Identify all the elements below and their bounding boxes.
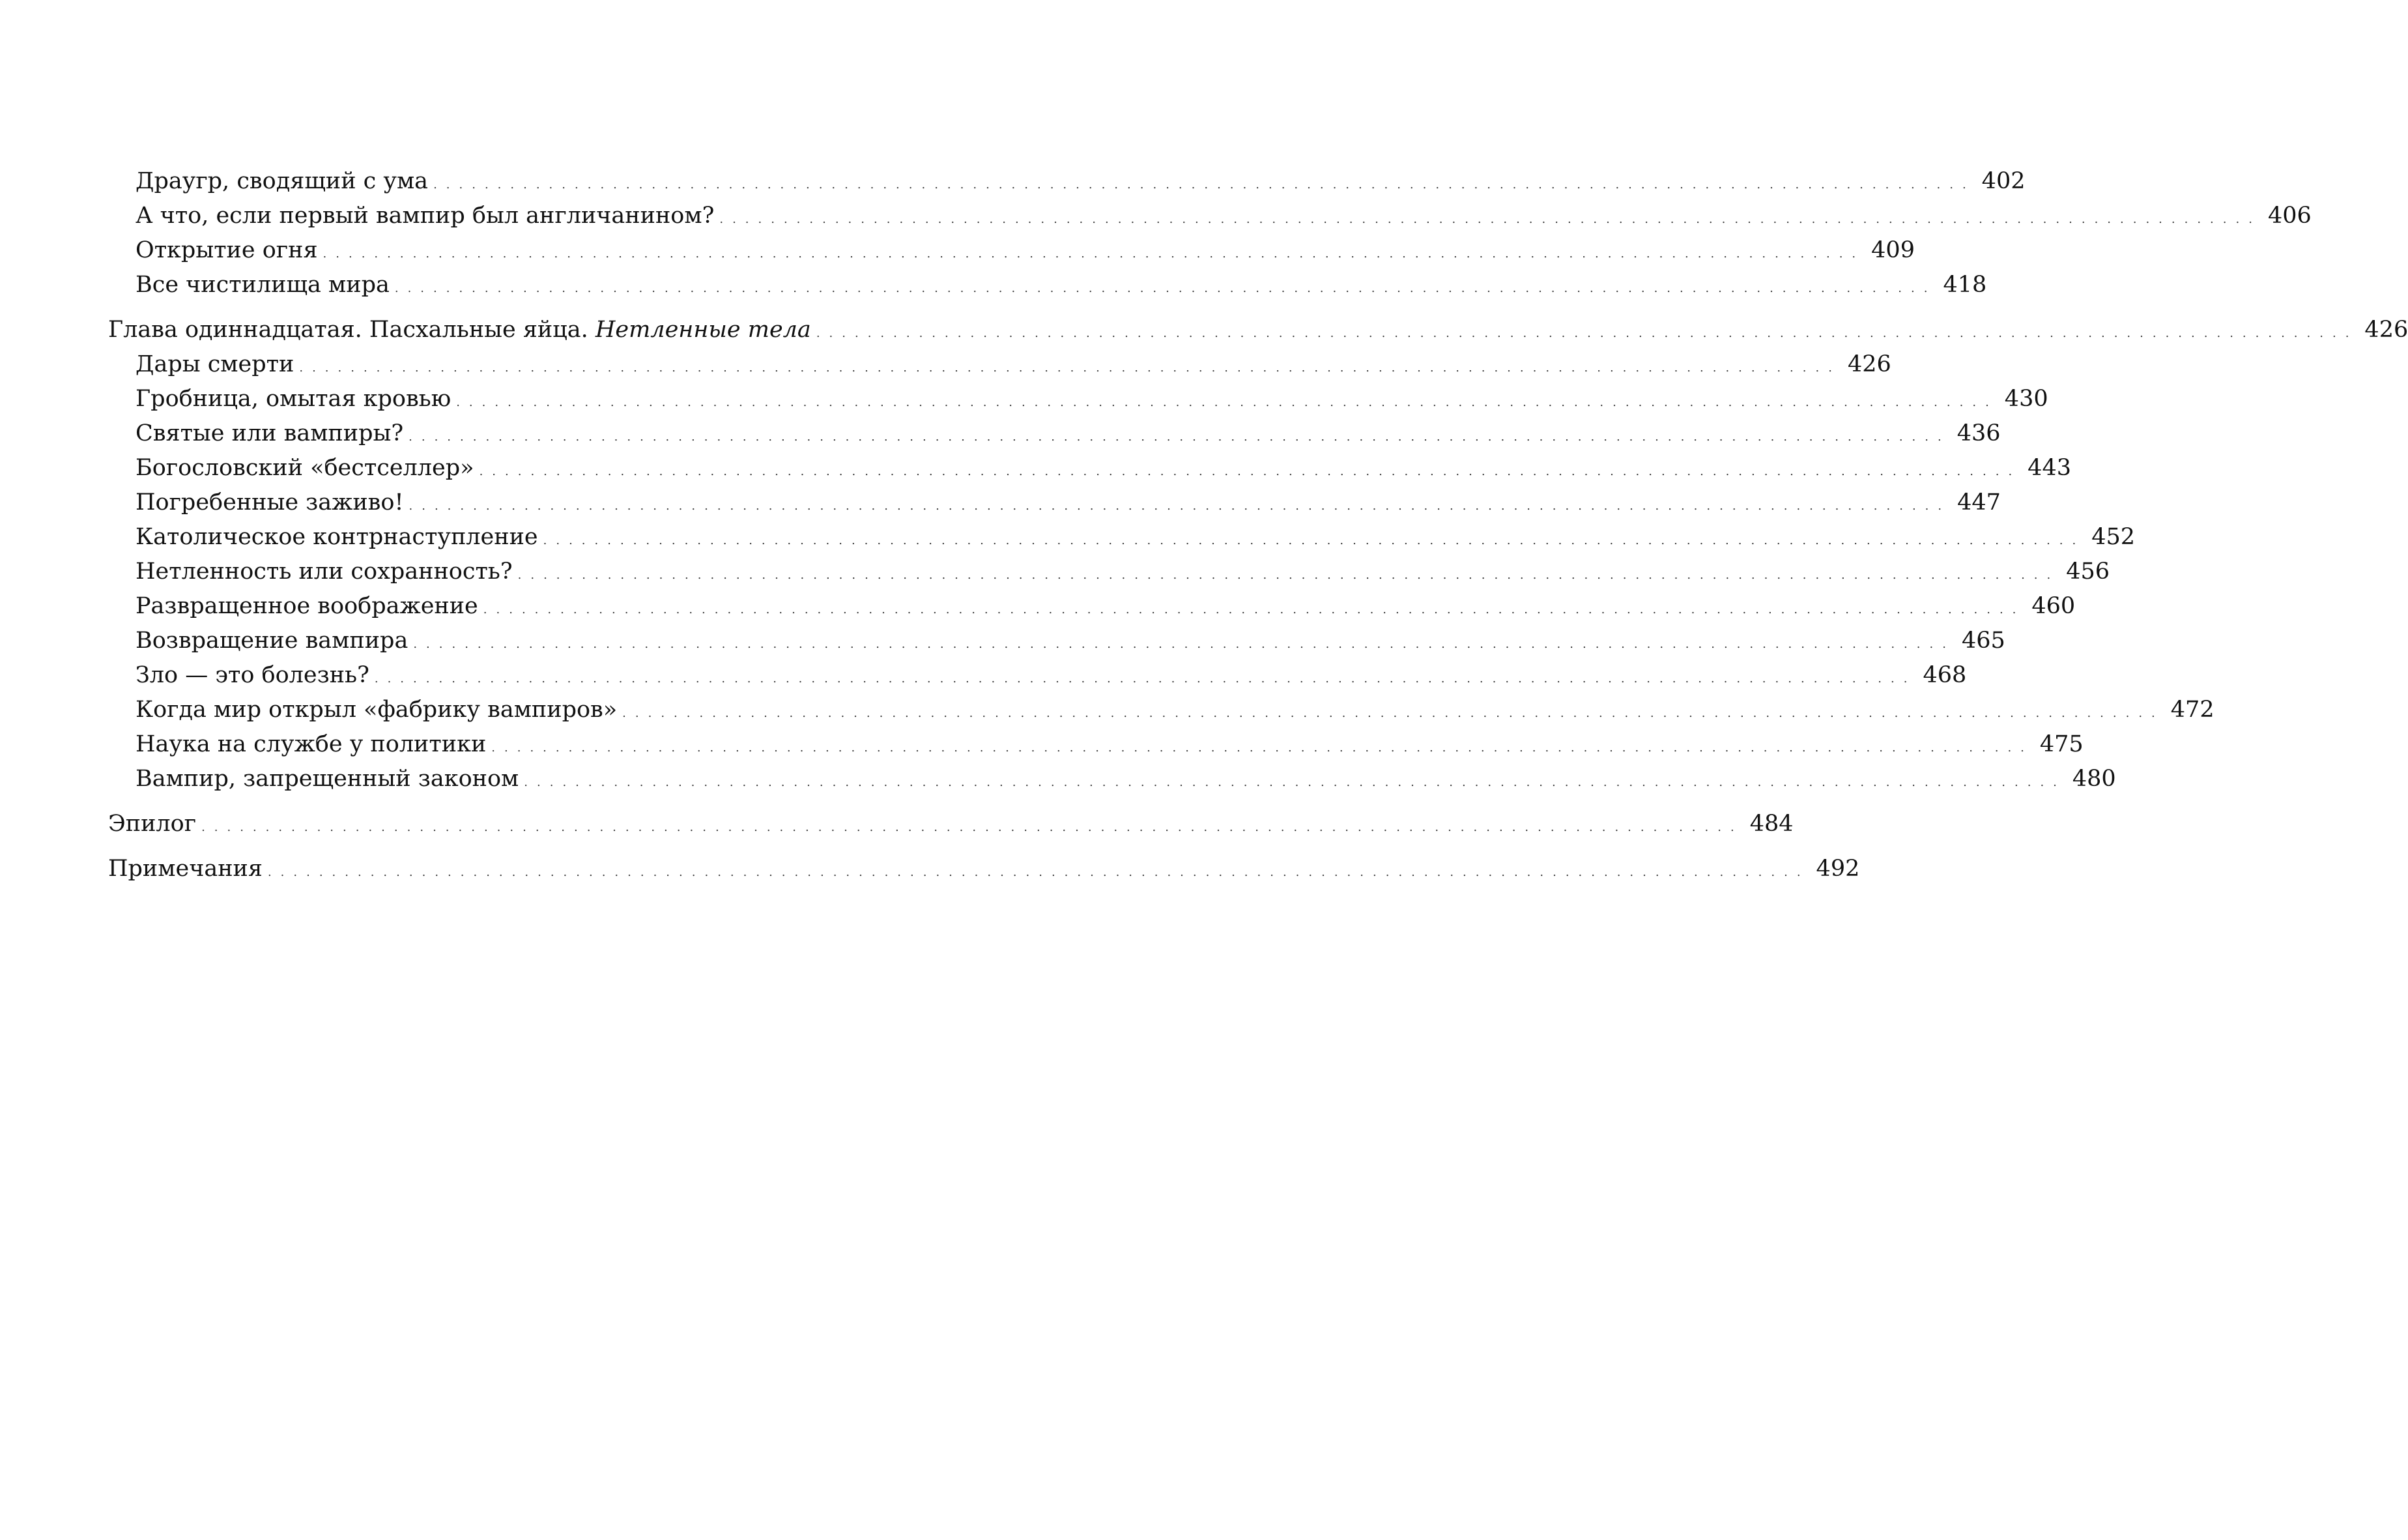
toc-entry <box>108 268 1987 302</box>
toc-entry <box>108 486 2001 520</box>
toc-entry-title: Нетленность или сохранность? <box>136 559 513 585</box>
toc-entry-page: 492 <box>1816 856 1860 882</box>
toc-entry-title: Развращенное воображение <box>136 593 478 619</box>
toc-entry-page: 468 <box>1923 662 1967 688</box>
toc-entry-title: Возвращение вампира <box>136 628 408 654</box>
toc-chapter-title: Примечания <box>108 856 263 882</box>
toc-entry-page: 406 <box>2267 203 2312 229</box>
dot-leader: ........................................................................................................................ <box>322 247 1865 261</box>
toc-entry-page: 465 <box>1961 628 2005 654</box>
dot-leader: ........................................................................................................................ <box>524 776 2066 789</box>
toc-entry-title: Драугр, сводящий с ума <box>136 168 429 194</box>
toc-chapter-title-italic: Нетленные тела <box>595 317 811 343</box>
toc-entry <box>108 624 2005 658</box>
toc-entry <box>108 693 2214 727</box>
dot-leader: ........................................................................................................................ <box>299 361 1841 375</box>
toc-entry <box>108 658 1967 693</box>
toc-entry-title: Богословский «бестселлер» <box>136 455 474 481</box>
toc-entry-title: Все чистилища мира <box>136 272 390 298</box>
toc-entry-page: 402 <box>1981 168 2026 194</box>
toc-entry <box>108 727 2084 762</box>
toc-entry-title: Зло — это болезнь? <box>136 662 369 688</box>
dot-leader: ........................................................................................................................ <box>456 396 1998 409</box>
dot-leader: ........................................................................................................................ <box>413 637 1955 651</box>
toc-entry-page: 426 <box>1847 351 1891 377</box>
toc-chapter-title-text: Глава одиннадцатая. Пасхальные яйца. <box>108 317 595 343</box>
dot-leader: ........................................................................................................................ <box>408 430 1951 444</box>
toc-entry-title: Открытие огня <box>136 237 318 263</box>
toc-entry <box>108 451 2071 486</box>
toc-entry <box>108 762 2116 796</box>
dot-leader: ........................................................................................................................ <box>517 568 2060 582</box>
dot-leader: ........................................................................................................................ <box>394 282 1937 295</box>
dot-leader: ........................................................................................................................ <box>491 741 2033 755</box>
toc-entry-title: Наука на службе у политики <box>136 731 487 757</box>
toc-entry <box>108 416 2001 451</box>
dot-leader: ........................................................................................................................ <box>543 534 2086 547</box>
dot-leader: ........................................................................................................................ <box>479 465 2022 478</box>
toc-entry <box>108 589 2076 624</box>
toc-chapter-title: Эпилог <box>108 811 197 837</box>
toc-entry <box>108 382 2048 416</box>
toc-entry-page: 475 <box>2039 731 2084 757</box>
dot-leader: ........................................................................................................................ <box>622 706 2164 720</box>
toc-entry-title: Погребенные заживо! <box>136 489 404 516</box>
toc-entry-page: 484 <box>1749 811 1794 837</box>
toc-entry <box>108 233 1915 268</box>
dot-leader: ........................................................................................................................ <box>374 672 1917 686</box>
toc-entry-title: Гробница, омытая кровью <box>136 386 452 412</box>
toc-entry-title: Святые или вампиры? <box>136 420 404 446</box>
toc-entry <box>108 199 2312 233</box>
toc-entry-page: 409 <box>1871 237 1915 263</box>
dot-leader: ........................................................................................................................ <box>201 821 1743 834</box>
toc-chapter-title <box>108 313 811 347</box>
dot-leader: ........................................................................................................................ <box>816 327 2358 340</box>
toc-entry <box>108 555 2110 589</box>
toc-entry <box>108 520 2136 555</box>
toc-entry-page: 426 <box>2364 317 2408 343</box>
toc-entry-page: 443 <box>2028 455 2071 481</box>
dot-leader: ........................................................................................................................ <box>408 499 1951 513</box>
table-of-contents <box>108 164 2408 886</box>
toc-entry-page: 480 <box>2072 766 2116 792</box>
dot-leader: ........................................................................................................................ <box>433 178 1975 192</box>
toc-entry-title: Католическое контрнаступление <box>136 524 538 550</box>
toc-entry-page: 436 <box>1956 420 2001 446</box>
toc-entry <box>108 164 2026 199</box>
dot-leader: ........................................................................................................................ <box>483 603 2026 617</box>
toc-entry-title: Вампир, запрещенный законом <box>136 766 519 792</box>
toc-entry-page: 452 <box>2091 524 2136 550</box>
toc-entry-page: 430 <box>2004 386 2048 412</box>
toc-entry-page: 456 <box>2066 559 2110 585</box>
toc-chapter-entry <box>108 852 1860 886</box>
toc-entry-page: 460 <box>2031 593 2076 619</box>
toc-entry-title: А что, если первый вампир был англичанином? <box>136 203 715 229</box>
toc-entry-title: Когда мир открыл «фабрику вампиров» <box>136 697 618 723</box>
toc-chapter-entry <box>108 807 1794 841</box>
toc-entry <box>108 347 1891 382</box>
toc-entry-page: 418 <box>1943 272 1987 298</box>
dot-leader: ........................................................................................................................ <box>267 865 1810 879</box>
dot-leader: ........................................................................................................................ <box>719 212 2261 226</box>
toc-entry-title: Дары смерти <box>136 351 294 377</box>
toc-entry-page: 472 <box>2170 697 2214 723</box>
toc-entry-page: 447 <box>1957 489 2001 516</box>
toc-chapter-entry <box>108 313 2408 347</box>
